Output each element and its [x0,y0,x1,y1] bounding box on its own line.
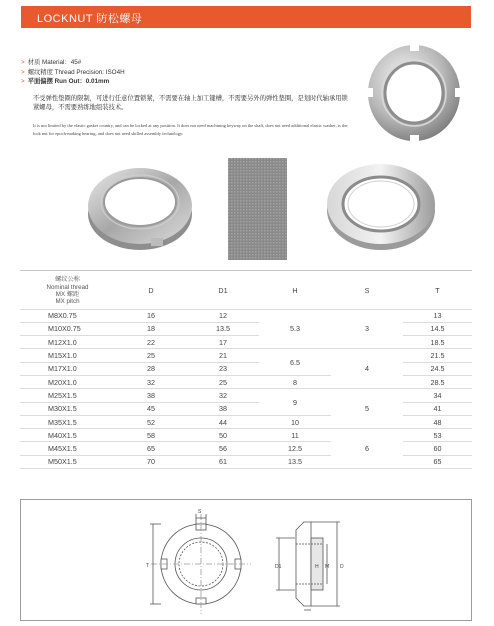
front-view [150,514,251,614]
dimension-table [20,273,472,469]
table-row: M45X1.5 65 56 12.5 60 [20,442,472,455]
label-h: H [315,564,319,570]
h-cell: 5.3 [259,309,331,349]
locknut-photo-angled [83,158,196,254]
table-row: M25X1.5 38 32 9 5 34 [20,389,472,402]
label-s: S [198,509,202,515]
label-d1: D1 [275,564,282,570]
thread-texture-photo [228,158,287,260]
table-header-row [20,273,472,309]
h-cell: 11 [259,429,331,442]
column-header-t: T [403,273,472,309]
s-cell: 4 [331,349,403,389]
s-cell: 6 [331,429,403,469]
h-cell: 12.5 [259,442,331,455]
locknut-photo-side [322,158,440,254]
table-row: M10X0.75 18 13.5 14.5 [20,322,472,335]
arrow-icon: > [21,68,25,76]
h-cell: 8 [259,375,331,388]
spec-list [21,58,351,87]
drawing-canvas [21,500,473,622]
column-header-s: S [331,273,403,309]
label-t: T [146,563,150,569]
table-row: M50X1.5 70 61 13.5 65 [20,455,472,468]
s-cell: 5 [331,389,403,429]
spec-thread-precision: > 螺纹精度 Thread Precision: ISO4H [21,68,125,76]
arrow-icon: > [21,78,25,86]
label-m: M [325,564,330,570]
h-cell: 13.5 [259,455,331,468]
s-cell: 3 [331,309,403,349]
column-header-d: D [115,273,187,309]
page-title: LOCKNUT 防松螺母 [37,13,143,25]
table-row: M15X1.0 25 21 6.5 4 21.5 [20,349,472,362]
column-header-thread: 螺纹公称 Nominal thread MX 螺距 MX pitch [20,273,115,309]
technical-drawing [20,499,472,621]
table-row: M35X1.5 52 44 10 48 [20,415,472,428]
column-header-h: H [259,273,331,309]
table-row: M30X1.5 45 38 41 [20,402,472,415]
h-cell: 10 [259,415,331,428]
title-bar [21,6,471,28]
table-row: M8X0.75 16 12 5.3 3 13 [20,309,472,322]
spec-run-out: > 平面偏摆 Run Out：0.01mm [21,78,110,86]
divider [20,270,472,271]
table-row: M12X1.0 22 17 18.5 [20,336,472,349]
arrow-icon: > [21,59,25,66]
label-d: D [340,564,344,570]
locknut-photo-face [362,38,467,146]
h-cell: 6.5 [259,349,331,376]
table-row: M40X1.5 58 50 11 6 53 [20,429,472,442]
spec-material: > 材质 Material：45# [21,59,82,66]
side-view [276,522,340,610]
h-cell: 9 [259,389,331,416]
description-chinese: 不受弹性垫圈的限制，可进行任意位置锁紧，不需要在轴上加工键槽，不需要另外的弹性垫圈，是划时代轴承用锁紧螺母，不需要熟练地组装技术。 [33,95,348,111]
column-header-d1: D1 [187,273,259,309]
table-row: M17X1.0 28 23 24.5 [20,362,472,375]
description-english: It is not limited by the elastic gasket country, and can be locked at any position. It does not need machining keyway on the shaft, does not need additional elastic washer, is the lock nut for epoch-making bearing, and does not need skilled assembly technology. [33,123,348,136]
table-row: M20X1.0 32 25 8 28.5 [20,375,472,388]
